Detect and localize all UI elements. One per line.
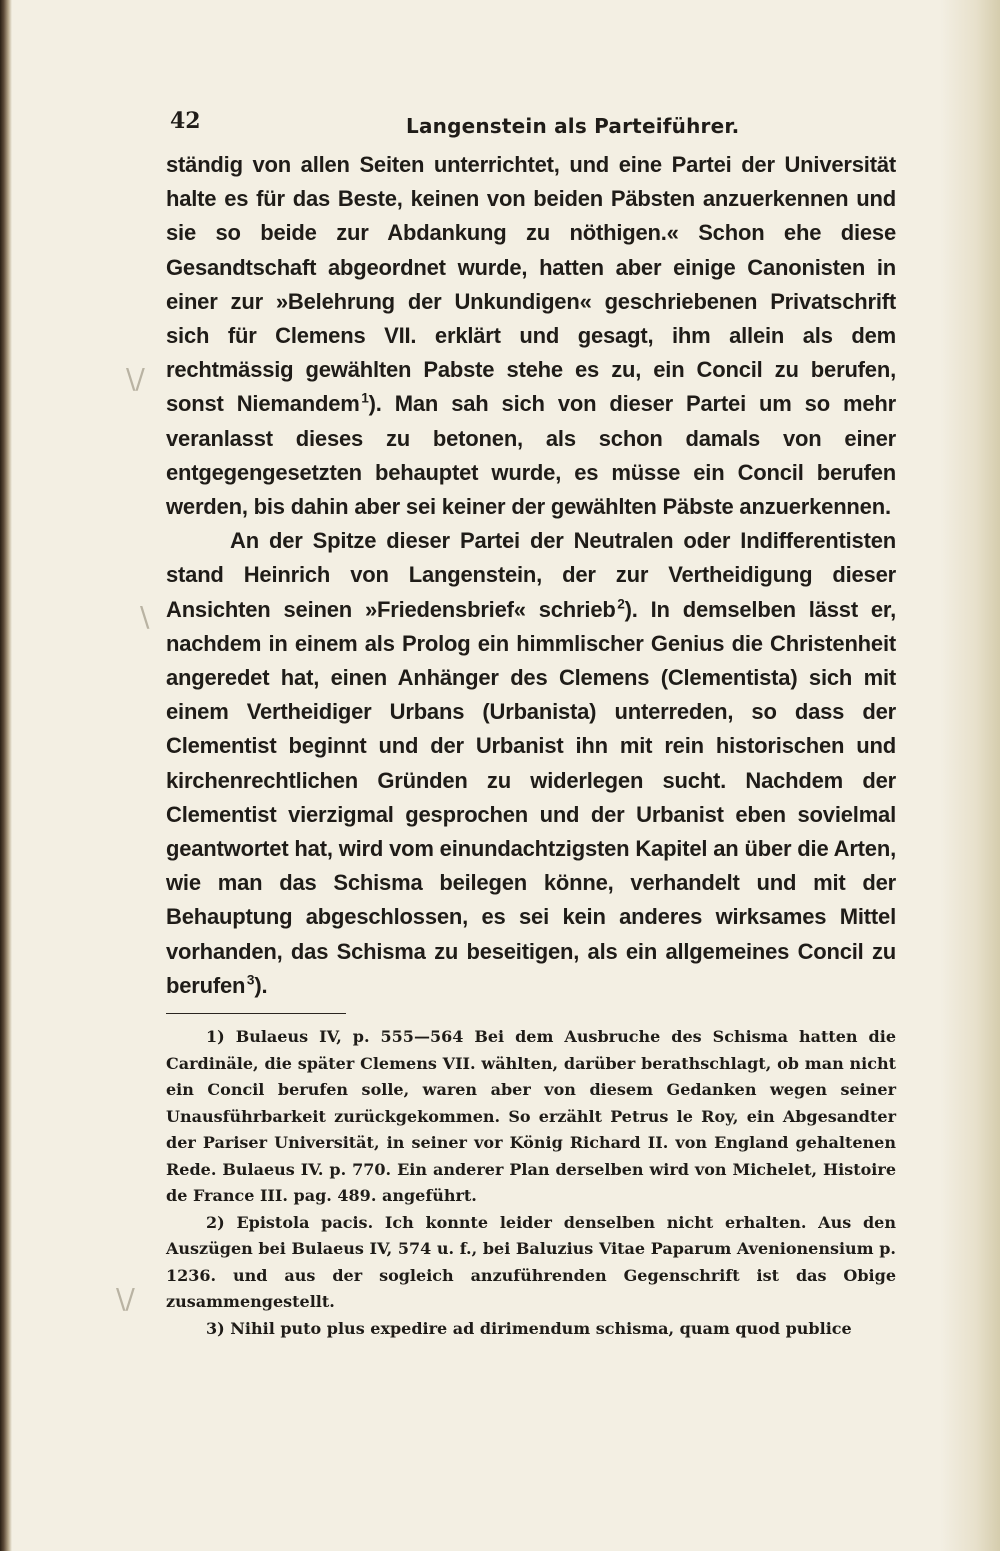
footnote-rule: [166, 1013, 346, 1014]
page-edge-left: [0, 0, 12, 1551]
margin-pencil-mark: \/: [116, 1282, 135, 1315]
paragraph: [166, 148, 896, 524]
page-edge-right: [940, 0, 1000, 1551]
footnotes: [166, 1024, 896, 1342]
footnote-3: 3) Nihil puto plus expedire ad dirimendum schisma, quam quod publice: [206, 1318, 852, 1338]
footnote-ref: 3: [246, 972, 255, 988]
paragraph-text: An der Spitze dieser Partei der Neutralen oder Indifferentisten stand Heinrich von Langenstein, der zur Vertheidigung dieser Ansichten seinen »Friedensbrief« schrieb: [166, 528, 896, 622]
main-text: [166, 148, 896, 1003]
paragraph-text: ). Man sah sich von dieser Partei um so mehr veranlasst dieses zu betonen, als schon damals von einer entgegengesetzten behauptet wurde, es müsse ein Concil berufen werden, bis dahin aber sei keiner der gewählten Päbste anzuerkennen.: [166, 391, 896, 520]
page-header: [166, 108, 896, 148]
margin-pencil-mark: \/: [126, 362, 145, 395]
footnote-ref: 2: [617, 596, 625, 612]
paragraph-text: ständig von allen Seiten unterrichtet, und eine Partei der Universität halte es für das Beste, keinen von beiden Päbsten anzuerkennen und sie so beide zur Abdankung zu nöthigen.« Schon ehe diese Gesandtschaft abgeordnet wurde, hatten aber einige Canonisten in einer zur »Belehrung der Unkundigen« geschriebenen Privatschrift sich für Clemens VII. erklärt und gesagt, ihm allein als dem rechtmässig gewählten Pabste stehe es zu, ein Concil zu berufen, sonst Niemandem: [166, 152, 896, 417]
footnote-1: 1) Bulaeus IV, p. 555—564 Bei dem Ausbruche des Schisma hatten die Cardinäle, die später Clemens VII. wählten, darüber berathschlagt, ob man nicht ein Concil berufen solle, waren aber von diesem Gedanken wegen seiner Unausführbarkeit zurückgekommen. So erzählt Petrus le Roy, ein Abgesandter der Pariser Universität, in seiner vor König Richard II. von England gehaltenen Rede. Bulaeus IV. p. 770. Ein anderer Plan derselben wird von Michelet, Histoire de France III. pag. 489. angeführt.: [166, 1027, 896, 1206]
page-number: 42: [170, 108, 201, 134]
paragraph: [166, 524, 896, 1003]
running-title: Langenstein als Parteiführer.: [406, 114, 740, 138]
paragraph-text: ). In demselben lässt er, nachdem in einem als Prolog ein himmlischer Genius die Christenheit angeredet hat, einen Anhänger des Clemens (Clementista) sich mit einem Vertheidiger Urbans (Urbanista) unterreden, so dass der Clementist beginnt und der Urbanist ihn mit rein historischen und kirchenrechtlichen Gründen zu widerlegen sucht. Nachdem der Clementist vierzigmal gesprochen und der Urbanist eben sovielmal geantwortet hat, wird vom einundachtzigsten Kapitel an über die Arten, wie man das Schisma beilegen könne, verhandelt und mit der Behauptung abgeschlossen, es sei kein anderes wirksames Mittel vorhanden, das Schisma zu beseitigen, als ein allgemeines Concil zu berufen: [166, 596, 896, 998]
margin-pencil-mark: \: [140, 600, 150, 633]
footnote-2: 2) Epistola pacis. Ich konnte leider denselben nicht erhalten. Aus den Auszügen bei Bulaeus IV, 574 u. f., bei Baluzius Vitae Paparum Avenionensium p. 1236. und aus der sogleich anzuführenden Gegenschrift ist das Obige zusammengestellt.: [166, 1212, 896, 1312]
footnote-ref: 1: [361, 391, 369, 407]
paragraph-text: ).: [254, 972, 268, 998]
book-page: [166, 108, 896, 1342]
